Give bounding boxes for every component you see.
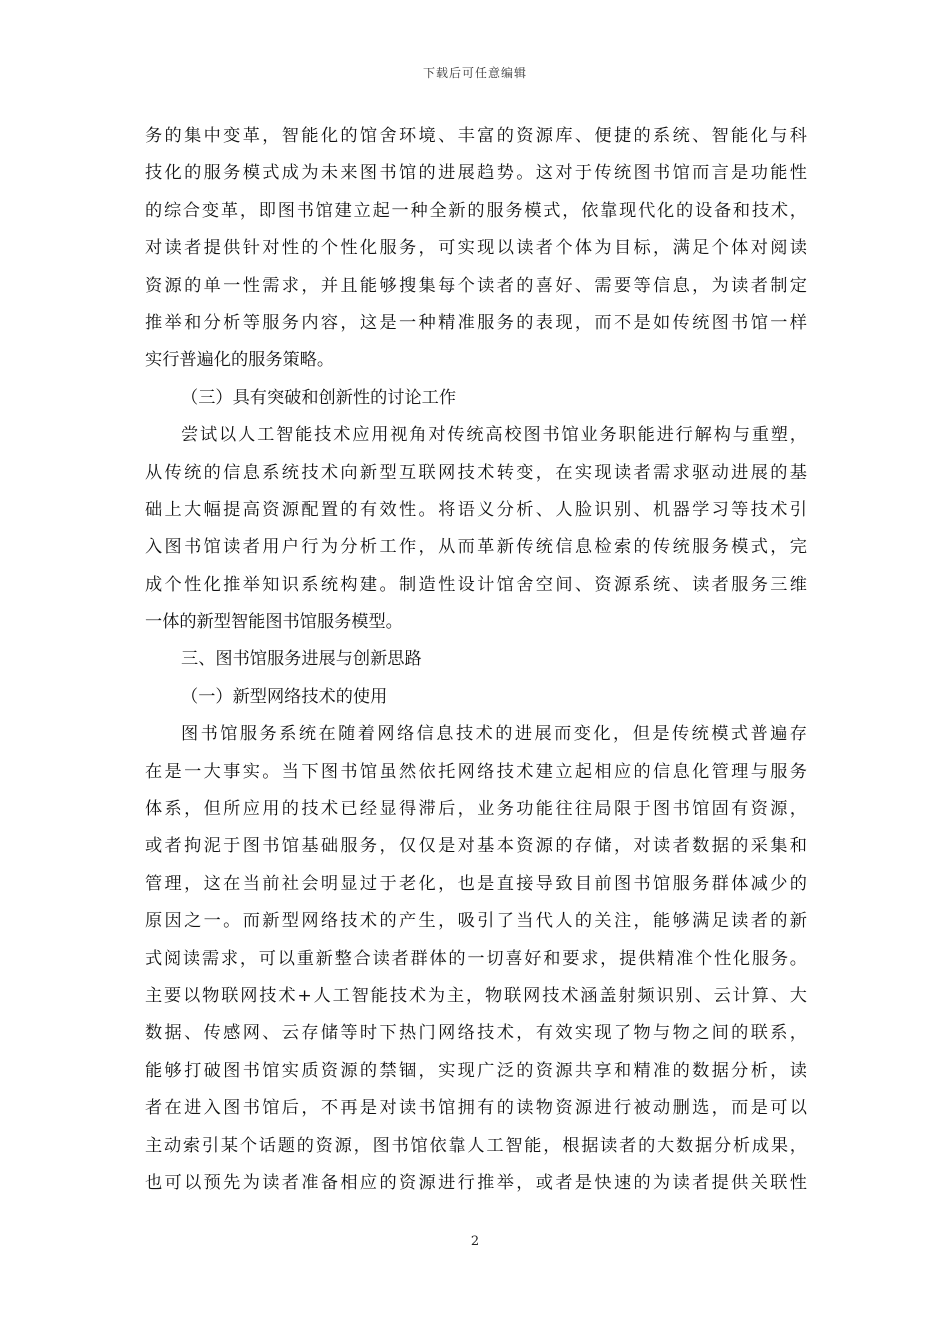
text-line: 成个性化推举知识系统构建。制造性设计馆舍空间、资源系统、读者服务三维 bbox=[145, 574, 807, 595]
text-line: 对读者提供针对性的个性化服务，可实现以读者个体为目标，满足个体对阅读 bbox=[145, 238, 807, 259]
text-line: 者在进入图书馆后，不再是对读书馆拥有的读物资源进行被动删选，而是可以 bbox=[145, 1098, 807, 1119]
text-line: 实行普遍化的服务策略。 bbox=[145, 350, 335, 371]
section-heading: （三）具有突破和创新性的讨论工作 bbox=[181, 387, 457, 408]
text-line: 从传统的信息系统技术向新型互联网技术转变，在实现读者需求驱动进展的基 bbox=[145, 462, 807, 483]
document-body bbox=[145, 118, 807, 1202]
text-line: 尝试以人工智能技术应用视角对传统高校图书馆业务职能进行解构与重塑， bbox=[181, 425, 807, 446]
text-line: 图书馆服务系统在随着网络信息技术的进展而变化，但是传统模式普遍存 bbox=[181, 724, 807, 745]
text-line: 在是一大事实。当下图书馆虽然依托网络技术建立起相应的信息化管理与服务 bbox=[145, 761, 807, 782]
text-line: 入图书馆读者用户行为分析工作，从而革新传统信息检索的传统服务模式，完 bbox=[145, 537, 807, 558]
text-line: 式阅读需求，可以重新整合读者群体的一切喜好和要求，提供精准个性化服务。 bbox=[145, 948, 807, 969]
text-line: 原因之一。而新型网络技术的产生，吸引了当代人的关注，能够满足读者的新 bbox=[145, 911, 807, 932]
text-line: 也可以预先为读者准备相应的资源进行推举，或者是快速的为读者提供关联性 bbox=[145, 1172, 807, 1193]
text-line: 主动索引某个话题的资源，图书馆依靠人工智能，根据读者的大数据分析成果， bbox=[145, 1135, 807, 1156]
text-line: 础上大幅提高资源配置的有效性。将语义分析、人脸识别、机器学习等技术引 bbox=[145, 499, 807, 520]
section-heading: 三、图书馆服务进展与创新思路 bbox=[181, 649, 422, 670]
text-line: 推举和分析等服务内容，这是一种精准服务的表现，而不是如传统图书馆一样 bbox=[145, 312, 807, 333]
text-line: 技化的服务模式成为未来图书馆的进展趋势。这对于传统图书馆而言是功能性 bbox=[145, 163, 807, 184]
page-header-note: 下载后可任意编辑 bbox=[422, 66, 527, 80]
text-line: 数据、传感网、云存储等时下热门网络技术，有效实现了物与物之间的联系， bbox=[145, 1023, 807, 1044]
text-line: 主要以物联网技术+人工智能技术为主，物联网技术涵盖射频识别、云计算、大 bbox=[145, 985, 807, 1006]
text-line: 管理，这在当前社会明显过于老化，也是直接导致目前图书馆服务群体减少的 bbox=[145, 873, 807, 894]
text-line: 一体的新型智能图书馆服务模型。 bbox=[145, 612, 403, 633]
page-number: 2 bbox=[470, 1234, 480, 1249]
text-line: 体系，但所应用的技术已经显得滞后，业务功能往往局限于图书馆固有资源， bbox=[145, 799, 807, 820]
text-line: 能够打破图书馆实质资源的禁锢，实现广泛的资源共享和精准的数据分析，读 bbox=[145, 1060, 807, 1081]
text-line: 或者拘泥于图书馆基础服务，仅仅是对基本资源的存储，对读者数据的采集和 bbox=[145, 836, 807, 857]
subsection-heading: （一）新型网络技术的使用 bbox=[181, 686, 388, 707]
text-line: 资源的单一性需求，并且能够搜集每个读者的喜好、需要等信息，为读者制定 bbox=[145, 275, 807, 296]
text-line: 务的集中变革，智能化的馆舍环境、丰富的资源库、便捷的系统、智能化与科 bbox=[145, 126, 807, 146]
text-line: 的综合变革，即图书馆建立起一种全新的服务模式，依靠现代化的设备和技术， bbox=[145, 200, 807, 221]
